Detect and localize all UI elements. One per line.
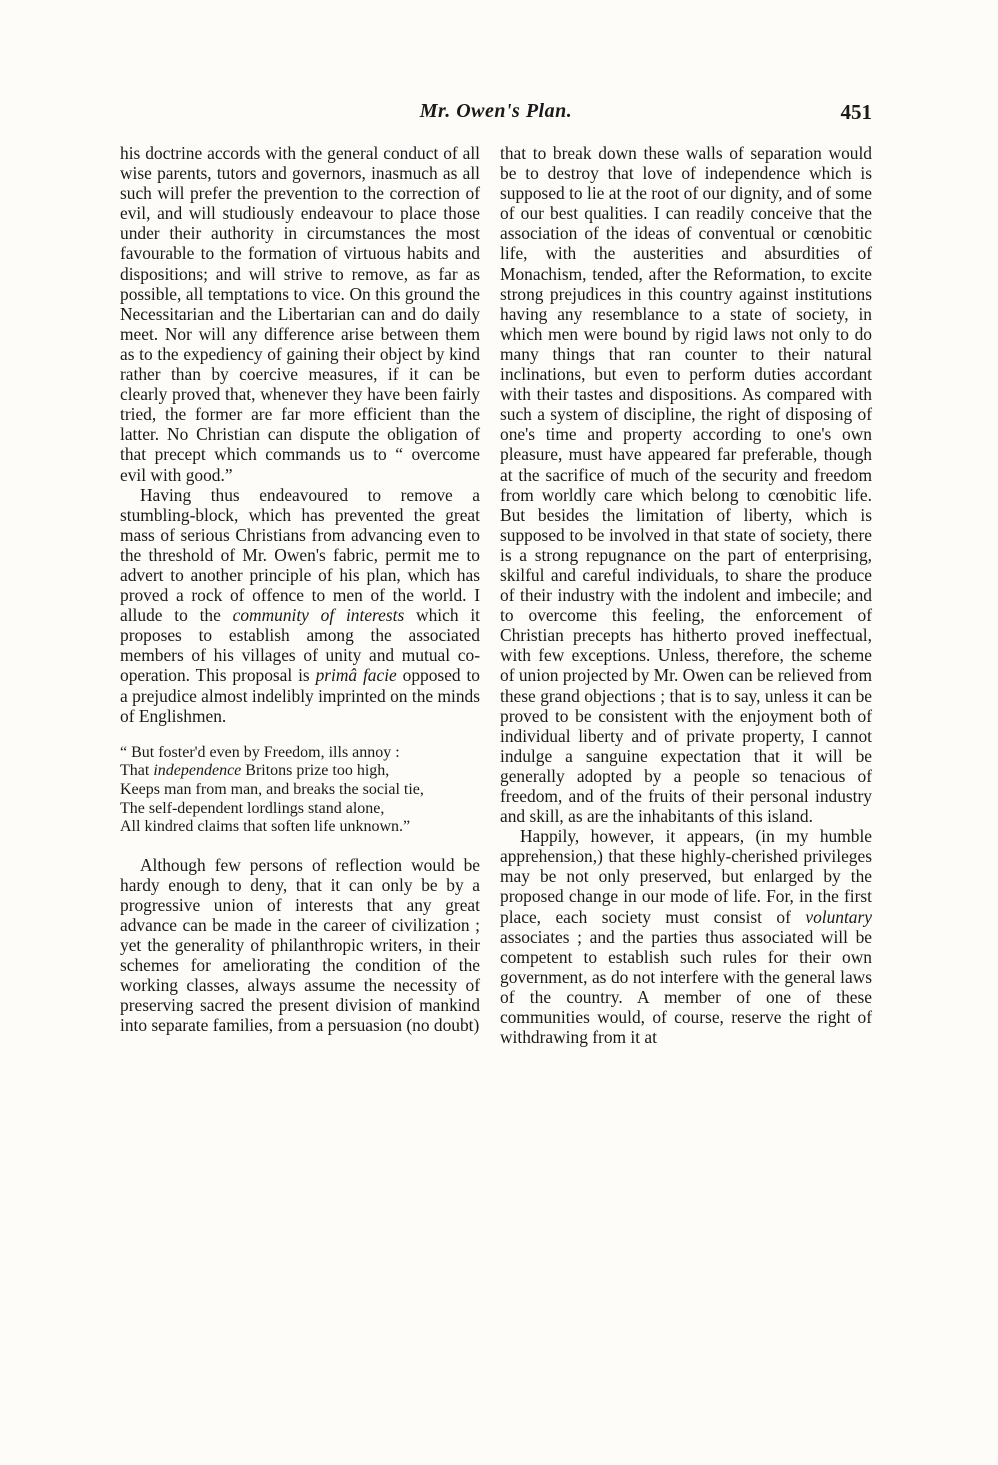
left-column: [120, 143, 480, 1036]
emphasis-independence: independence: [153, 762, 242, 780]
running-title: Mr. Owen's Plan.: [419, 100, 573, 122]
text-span: Happily, however, it appears, (in my humble apprehension,) that these highly-cherished privileges may be not only preserved, but enlarged by the proposed change in our mode of life. For, in the first place, each society must consist of: [500, 826, 872, 927]
verse-line: Keeps man from man, and breaks the social tie,: [120, 780, 424, 798]
text-span: Britons prize too high,: [241, 762, 390, 780]
emphasis-voluntary: voluntary: [805, 906, 872, 927]
right-column: [500, 143, 872, 1047]
text-span: That: [120, 762, 154, 780]
emphasis-community-of-interests: community of interests: [232, 605, 405, 626]
text-span: Having thus endeavoured to remove a stumbling-block, which has prevented the great mass of serious Christians from advancing even to the threshold of Mr. Owen's fabric, permit me to advert to another principle of his plan, which has proved a rock of offence to men of the world. I allude to the: [120, 484, 480, 626]
paragraph-continued: his doctrine accords with the general conduct of all wise parents, tutors and governors, inasmuch as all such will prefer the prevention to the correction of evil, and will studiously endeavour to place those under their authority in circumstances the most favourable to the formation of virtuous habits and dispositions; and will strive to remove, as far as possible, all temptations to vice. On this ground the Necessitarian and the Libertarian can and do daily meet. Nor will any difference arise between them as to the expediency of gaining their object by kind rather than by coercive measures, if it can be clearly proved that, whenever they have been fairly tried, the former are far more efficient than the latter. No Christian can dispute the obligation of that precept which commands us to “ overcome evil with good.”: [120, 143, 480, 485]
paragraph-community-of-interests: [120, 485, 480, 726]
verse-quotation: [120, 744, 480, 837]
verse-line: [120, 762, 480, 781]
verse-line: All kindred claims that soften life unknown.”: [120, 818, 411, 836]
paragraph-separation: that to break down these walls of separation would be to destroy that love of independence which is supposed to lie at the root of our dignity, and of some of our best qualities. I can readily conceive that the association of the ideas of conventual or cœnobitic life, with the austerities and absurdities of Monachism, tended, after the Reformation, to excite strong prejudices in this country against institutions having any resemblance to a state of society, in which men were bound by rigid laws not only to do many things that ran counter to their natural inclinations, but even to perform duties accordant with their tastes and dispositions. As compared with such a system of discipline, the right of disposing of one's time and property according to one's own pleasure, must have appeared far preferable, though at the sacrifice of much of the security and freedom from worldly care which belong to cœnobitic life. But besides the limitation of liberty, which is supposed to be involved in that state of society, there is a strong repugnance on the part of enterprising, skilful and careful individuals, to share the produce of their industry with the indolent and imbecile; and to overcome this feeling, the enforcement of Christian precepts has hitherto proved ineffectual, with few exceptions. Unless, therefore, the scheme of union projected by Mr. Owen can be relieved from these grand objections ; that is to say, unless it can be proved to be consistent with the enjoyment both of individual liberty and of private property, I cannot indulge a sanguine expectation that it will be generally adopted by a people so tenacious of freedom, and of the fruits of their personal industry and skill, as are the inhabitants of this island.: [500, 143, 872, 827]
text-span: associates ; and the parties thus associated will be competent to establish such rules for their own government, as do not interfere with the general laws of the country. A member of one of these communities would, of course, reserve the right of withdrawing from it at: [500, 926, 872, 1048]
paragraph-happily: [500, 826, 872, 1047]
text-span: opposed to a prejudice almost indelibly imprinted on the minds of Englishmen.: [120, 665, 480, 726]
paragraph-reflection: Although few persons of reflection would be hardy enough to deny, that it can only be by a progressive union of interests that any great advance can be made in the career of civilization ; yet the generality of philanthropic writers, in their schemes for ameliorating the condition of the working classes, always assume the necessity of preserving sacred the present division of mankind into separate families, from a persuasion (no doubt): [120, 854, 480, 1036]
emphasis-prima-facie: primâ facie: [315, 665, 397, 686]
text-span: which it proposes to establish among the associated members of his villages of unity and mutual co-operation. This proposal is: [120, 605, 480, 686]
verse-line: The self-dependent lordlings stand alone,: [120, 799, 385, 817]
page-header: [120, 100, 872, 130]
page-number: 451: [840, 100, 872, 124]
verse-line: “ But foster'd even by Freedom, ills annoy :: [120, 743, 400, 761]
